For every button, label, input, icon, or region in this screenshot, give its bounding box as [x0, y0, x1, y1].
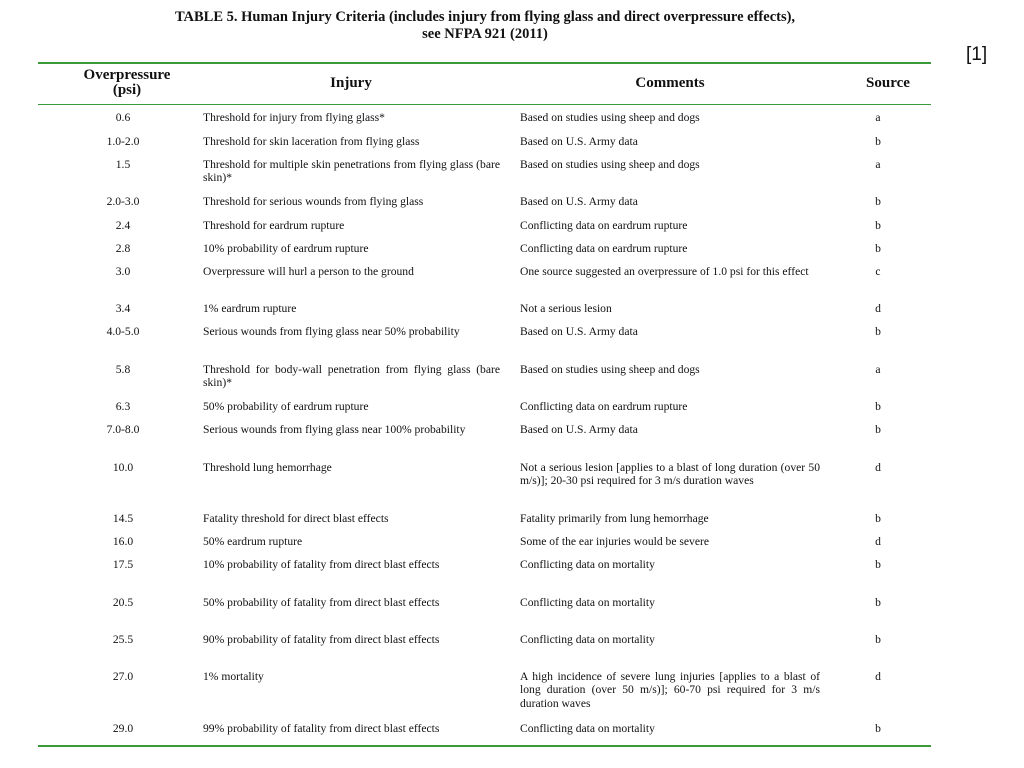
- comments-cell: Based on U.S. Army data: [520, 195, 638, 208]
- comments-cell: Conflicting data on mortality: [520, 596, 655, 609]
- comments-cell: Based on studies using sheep and dogs: [520, 158, 700, 171]
- table-row: [38, 722, 931, 752]
- header-source: Source: [866, 75, 910, 91]
- injury-cell: Fatality threshold for direct blast effects: [203, 512, 389, 525]
- source-cell: d: [875, 461, 881, 474]
- source-cell: b: [875, 219, 881, 232]
- source-cell: b: [875, 400, 881, 413]
- header-overpressure-line2: (psi): [112, 82, 142, 98]
- source-cell: a: [875, 111, 881, 124]
- injury-cell: Overpressure will hurl a person to the ground: [203, 265, 414, 278]
- comments-cell: Conflicting data on eardrum rupture: [520, 219, 688, 232]
- overpressure-cell: 17.5: [112, 558, 134, 571]
- overpressure-cell: 6.3: [115, 400, 131, 413]
- header-overpressure: [38, 68, 216, 98]
- comments-cell: Conflicting data on eardrum rupture: [520, 242, 688, 255]
- source-cell: b: [875, 633, 881, 646]
- table-row: [38, 558, 931, 596]
- comments-cell: Some of the ear injuries would be severe: [520, 535, 709, 548]
- injury-cell: 10% probability of fatality from direct blast effects: [203, 558, 440, 571]
- table-body: [38, 105, 931, 745]
- comments-cell: One source suggested an overpressure of 1.0 psi for this effect: [520, 265, 809, 278]
- table-header: [38, 64, 931, 105]
- overpressure-cell: 3.4: [115, 302, 131, 315]
- injury-cell: Serious wounds from flying glass near 100% probability: [203, 423, 466, 436]
- injury-cell: Threshold for serious wounds from flying glass: [203, 195, 424, 208]
- source-cell: a: [875, 363, 881, 376]
- source-cell: b: [875, 722, 881, 735]
- overpressure-cell: 3.0: [115, 265, 131, 278]
- injury-cell: 1% eardrum rupture: [203, 302, 297, 315]
- injury-cell: 50% eardrum rupture: [203, 535, 303, 548]
- injury-cell: 10% probability of eardrum rupture: [203, 242, 369, 255]
- overpressure-cell: 25.5: [112, 633, 134, 646]
- source-cell: b: [875, 135, 881, 148]
- header-overpressure-line1: Overpressure: [83, 67, 171, 83]
- table-row: [38, 461, 931, 512]
- source-cell: b: [875, 558, 881, 571]
- overpressure-cell: 10.0: [112, 461, 134, 474]
- source-cell: d: [875, 670, 881, 683]
- injury-cell: Threshold for injury from flying glass*: [203, 111, 385, 124]
- overpressure-cell: 2.4: [115, 219, 131, 232]
- source-cell: d: [875, 535, 881, 548]
- comments-cell: Not a serious lesion [applies to a blast of long duration (over 50 m/s)]; 20-30 psi required for 3 m/s duration waves: [520, 461, 820, 488]
- comments-cell: Conflicting data on mortality: [520, 558, 655, 571]
- comments-cell: A high incidence of severe lung injuries [applies to a blast of long duration (over 50 m/s)]; 60-70 psi required for 3 m/s duration waves: [520, 670, 820, 710]
- overpressure-cell: 5.8: [115, 363, 131, 376]
- table-row: [38, 265, 931, 302]
- comments-cell: Not a serious lesion: [520, 302, 612, 315]
- injury-cell: Threshold for skin laceration from flying glass: [203, 135, 420, 148]
- overpressure-cell: 4.0-5.0: [106, 325, 140, 338]
- table-row: [38, 423, 931, 461]
- source-cell: b: [875, 325, 881, 338]
- table-row: [38, 158, 931, 195]
- overpressure-cell: 1.5: [115, 158, 131, 171]
- table-row: [38, 325, 931, 363]
- injury-cell: 1% mortality: [203, 670, 264, 683]
- table-row: [38, 596, 931, 633]
- comments-cell: Based on studies using sheep and dogs: [520, 111, 700, 124]
- overpressure-cell: 29.0: [112, 722, 134, 735]
- table-row: [38, 242, 931, 265]
- overpressure-cell: 0.6: [115, 111, 131, 124]
- table-row: [38, 111, 931, 135]
- table-row: [38, 302, 931, 325]
- injury-cell: 50% probability of eardrum rupture: [203, 400, 369, 413]
- table-title-line2: see NFPA 921 (2011): [422, 26, 548, 42]
- injury-criteria-table: [38, 62, 931, 747]
- injury-cell: Serious wounds from flying glass near 50% probability: [203, 325, 460, 338]
- overpressure-cell: 20.5: [112, 596, 134, 609]
- table-row: [38, 195, 931, 219]
- table-row: [38, 512, 931, 535]
- table-row: [38, 219, 931, 242]
- source-cell: b: [875, 195, 881, 208]
- comments-cell: Fatality primarily from lung hemorrhage: [520, 512, 709, 525]
- table-row: [38, 670, 931, 722]
- comments-cell: Based on U.S. Army data: [520, 423, 638, 436]
- injury-cell: 90% probability of fatality from direct blast effects: [203, 633, 440, 646]
- overpressure-cell: 2.0-3.0: [106, 195, 140, 208]
- injury-cell: 50% probability of fatality from direct blast effects: [203, 596, 440, 609]
- table-row: [38, 363, 931, 400]
- source-cell: b: [875, 512, 881, 525]
- injury-cell: Threshold lung hemorrhage: [203, 461, 332, 474]
- injury-cell: Threshold for body-wall penetration from flying glass (bare skin)*: [203, 363, 500, 390]
- injury-cell: Threshold for multiple skin penetrations from flying glass (bare skin)*: [203, 158, 500, 185]
- comments-cell: Based on studies using sheep and dogs: [520, 363, 700, 376]
- overpressure-cell: 7.0-8.0: [106, 423, 140, 436]
- comments-cell: Conflicting data on mortality: [520, 633, 655, 646]
- source-cell: b: [875, 423, 881, 436]
- table-row: [38, 633, 931, 670]
- comments-cell: Conflicting data on eardrum rupture: [520, 400, 688, 413]
- comments-cell: Conflicting data on mortality: [520, 722, 655, 735]
- table-title: [40, 9, 930, 43]
- overpressure-cell: 16.0: [112, 535, 134, 548]
- overpressure-cell: 14.5: [112, 512, 134, 525]
- reference-mark: [1]: [966, 44, 988, 65]
- comments-cell: Based on U.S. Army data: [520, 325, 638, 338]
- table-row: [38, 135, 931, 158]
- comments-cell: Based on U.S. Army data: [520, 135, 638, 148]
- table-row: [38, 535, 931, 558]
- overpressure-cell: 2.8: [115, 242, 131, 255]
- header-comments: Comments: [635, 75, 705, 91]
- source-cell: c: [875, 265, 881, 278]
- table-row: [38, 400, 931, 423]
- overpressure-cell: 1.0-2.0: [106, 135, 140, 148]
- overpressure-cell: 27.0: [112, 670, 134, 683]
- source-cell: a: [875, 158, 881, 171]
- source-cell: b: [875, 242, 881, 255]
- source-cell: d: [875, 302, 881, 315]
- injury-cell: Threshold for eardrum rupture: [203, 219, 345, 232]
- header-injury: Injury: [330, 75, 372, 91]
- injury-cell: 99% probability of fatality from direct blast effects: [203, 722, 440, 735]
- source-cell: b: [875, 596, 881, 609]
- table-title-line1: TABLE 5. Human Injury Criteria (includes injury from flying glass and direct overpressure effects),: [174, 9, 796, 25]
